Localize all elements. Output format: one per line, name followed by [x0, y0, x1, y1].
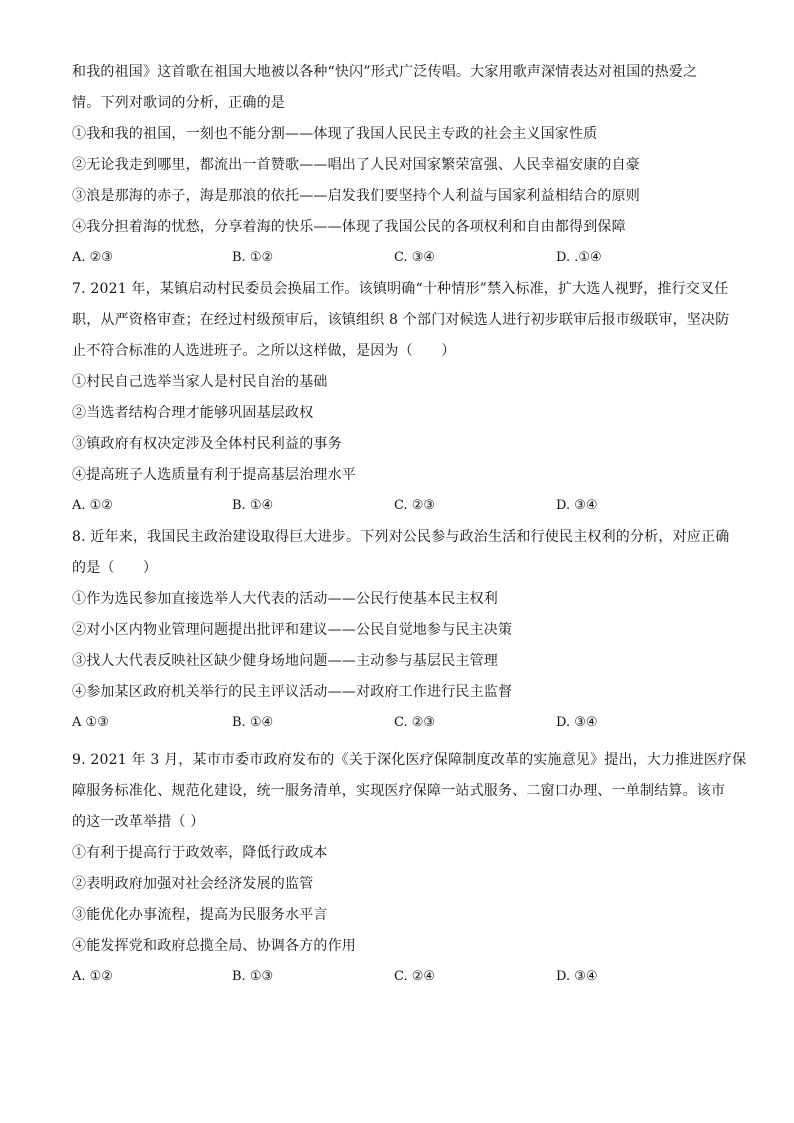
statement-2: ②当选者结构合理才能够巩固基层政权	[72, 405, 314, 421]
question-stem-line: 止不符合标准的人选进班子。之所以这样做，是因为（ ）	[72, 343, 456, 359]
statement-4: ④我分担着海的忧愁，分享着海的快乐——体现了我国公民的各项权利和自由都得到保障	[72, 219, 626, 235]
statement-2: ②表明政府加强对社会经济发展的监管	[72, 876, 314, 892]
question-stem-line: 的是（ ）	[72, 560, 158, 576]
option-b: B. ①③	[232, 969, 274, 984]
statement-4: ④提高班子人选质量有利于提高基层治理水平	[72, 467, 356, 483]
statement-3: ③浪是那海的赤子，海是那浪的依托——启发我们要坚持个人利益与国家利益相结合的原则	[72, 188, 640, 204]
statement-4: ④参加某区政府机关举行的民主评议活动——对政府工作进行民主监督	[72, 684, 513, 700]
option-a: A. ①②	[72, 969, 113, 984]
question-stem-line: 和我的祖国》这首歌在祖国大地被以各种“快闪”形式广泛传唱。大家用歌声深情表达对祖国的热爱之	[72, 64, 698, 80]
question-stem-line: 障服务标准化、规范化建设，统一服务清单，实现医疗保障一站式服务、二窗口办理、一单制结算。该市	[72, 783, 726, 799]
option-a: A ①③	[72, 715, 109, 730]
statement-2: ②无论我走到哪里，都流出一首赞歌——唱出了人民对国家繁荣富强、人民幸福安康的自豪	[72, 157, 640, 173]
option-c: C. ②④	[394, 969, 436, 984]
option-d: D. ③④	[556, 715, 598, 730]
statement-2: ②对小区内物业管理问题提出批评和建议——公民自觉地参与民主决策	[72, 622, 513, 638]
option-b: B. ①④	[232, 715, 274, 730]
statement-3: ③找人大代表反映社区缺少健身场地问题——主动参与基层民主管理	[72, 653, 498, 669]
statement-4: ④能发挥党和政府总揽全局、协调各方的作用	[72, 938, 356, 954]
question-stem-line: 8. 近年来，我国民主政治建设取得巨大进步。下列对公民参与政治生活和行使民主权利的分析，对应正确	[72, 529, 730, 545]
statement-1: ①我和我的祖国，一刻也不能分割——体现了我国人民民主专政的社会主义国家性质	[72, 126, 598, 142]
answer-options	[72, 248, 732, 279]
option-d: D. .①④	[556, 250, 602, 265]
option-c: C. ②③	[394, 715, 436, 730]
option-d: D. ③④	[556, 498, 598, 513]
answer-options	[72, 496, 732, 527]
statement-3: ③镇政府有权决定涉及全体村民利益的事务	[72, 436, 342, 452]
option-a: A. ①②	[72, 498, 113, 513]
option-d: D. ③④	[556, 969, 598, 984]
question-stem-line: 的这一改革举措（ ）	[72, 814, 205, 830]
option-b: B. ①②	[232, 250, 274, 265]
question-6	[72, 62, 732, 279]
statement-1: ①作为选民参加直接选举人大代表的活动——公民行使基本民主权利	[72, 591, 498, 607]
question-7	[72, 279, 732, 527]
document-page	[72, 62, 747, 998]
statement-1: ①村民自己选举当家人是村民自治的基础	[72, 374, 328, 390]
question-stem-line: 7. 2021 年，某镇启动村民委员会换届工作。该镇明确“十种情形”禁入标准，扩大选人视野，推行交叉任	[72, 281, 729, 297]
statement-3: ③能优化办事流程，提高为民服务水平言	[72, 907, 328, 923]
answer-options	[72, 967, 732, 998]
option-c: C. ③④	[394, 250, 436, 265]
question-stem-line: 职，从严资格审查；在经过村级预审后，该镇组织 8 个部门对候选人进行初步联审后报市级联审，坚决防	[72, 312, 730, 328]
question-9	[72, 750, 747, 998]
answer-options	[72, 713, 732, 744]
question-stem-line: 9. 2021 年 3 月，某市市委市政府发布的《关于深化医疗保障制度改革的实施意见》提出，大力推进医疗保	[72, 752, 747, 768]
question-stem-line: 情。下列对歌词的分析，正确的是	[72, 95, 285, 111]
question-8	[72, 527, 732, 744]
option-c: C. ②③	[394, 498, 436, 513]
option-a: A. ②③	[72, 250, 113, 265]
option-b: B. ①④	[232, 498, 274, 513]
statement-1: ①有利于提高行于政效率，降低行政成本	[72, 845, 328, 861]
